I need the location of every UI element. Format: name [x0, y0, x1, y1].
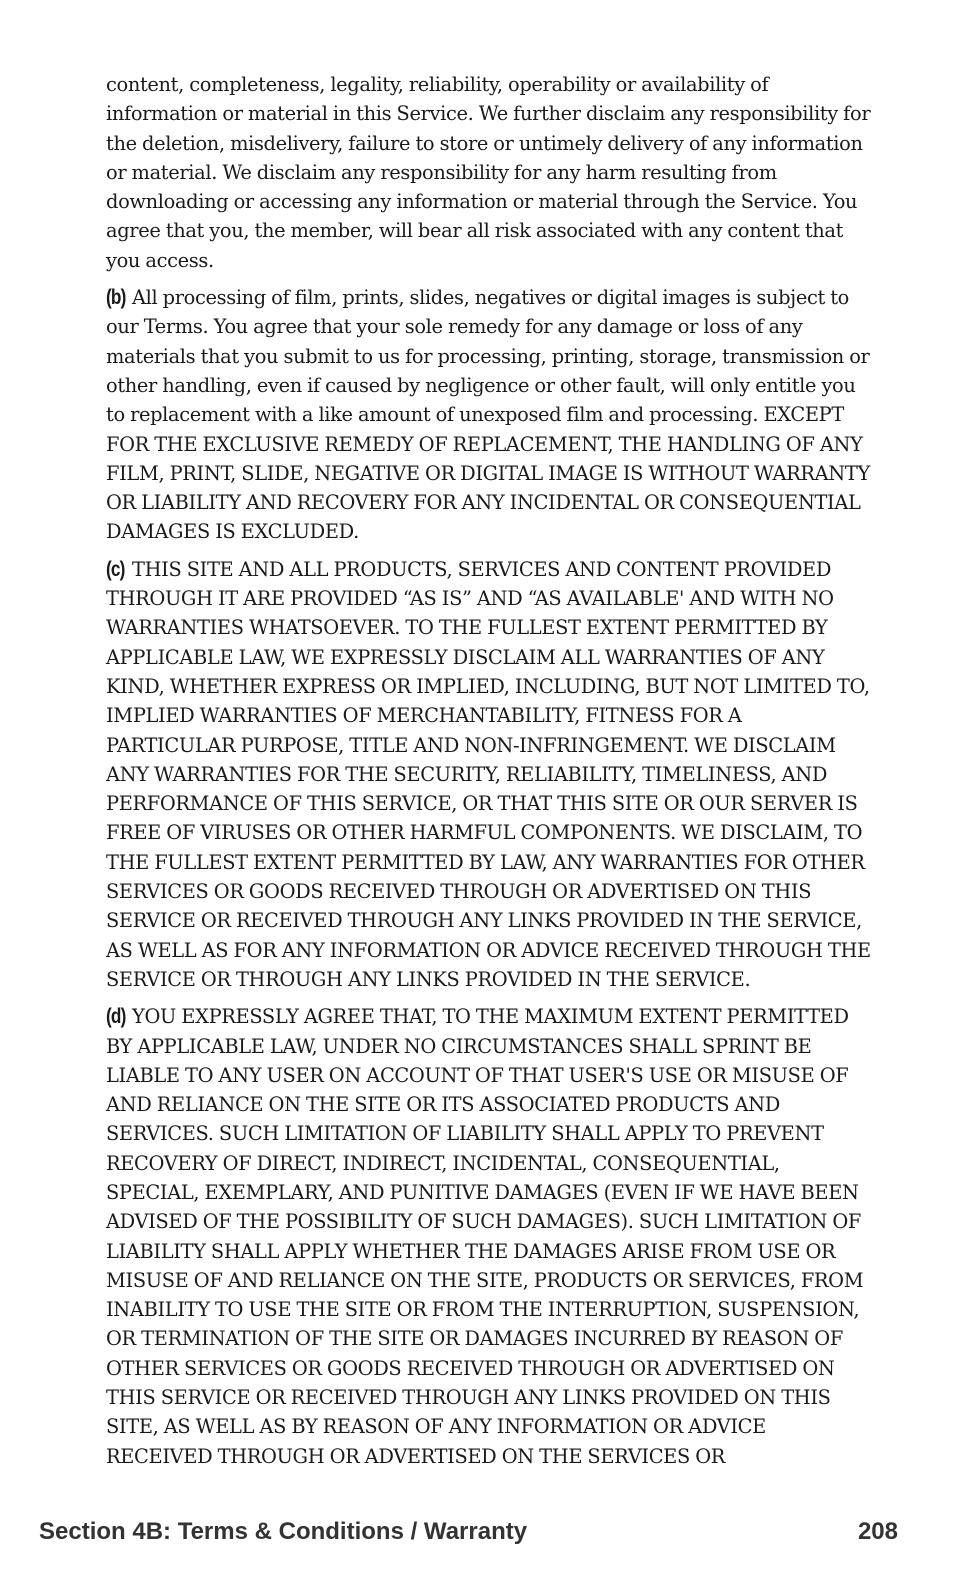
- page-footer: [39, 1518, 898, 1546]
- document-body: [106, 70, 876, 1479]
- paragraph-text-b: All processing of film, prints, slides, negatives or digital images is subject to our Terms. You agree that your sole remedy for any damage or loss of any materials that you submit to us for processing, printing, storage, transmission or other handling, even if caused by negligence or other fault, will only entitle you to replacement with a like amount of unexposed film and processing. EXCEPT FOR THE EXCLUSIVE REMEDY OF REPLACEMENT, THE HANDLING OF ANY FILM, PRINT, SLIDE, NEGATIVE OR DIGITAL IMAGE IS WITHOUT WARRANTY OR LIABILITY AND RECOVERY FOR ANY INCIDENTAL OR CONSEQUENTIAL DAMAGES IS EXCLUDED.: [106, 286, 870, 544]
- paragraph-marker-d: (d): [106, 1005, 126, 1029]
- footer-page-number: 208: [857, 1518, 898, 1545]
- paragraph-b: [106, 283, 876, 547]
- paragraph-text-c: THIS SITE AND ALL PRODUCTS, SERVICES AND CONTENT PROVIDED THROUGH IT ARE PROVIDED “AS IS” AND “AS AVAILABLE' AND WITH NO WARRANTIES WHATSOEVER. TO THE FULLEST EXTENT PERMITTED BY APPLICABLE LAW, WE EXPRESSLY DISCLAIM ALL WARRANTIES OF ANY KIND, WHETHER EXPRESS OR IMPLIED, INCLUDING, BUT NOT LIMITED TO, IMPLIED WARRANTIES OF MERCHANTABILITY, FITNESS FOR A PARTICULAR PURPOSE, TITLE AND NON-INFRINGEMENT. WE DISCLAIM ANY WARRANTIES FOR THE SECURITY, RELIABILITY, TIMELINESS, AND PERFORMANCE OF THIS SERVICE, OR THAT THIS SITE OR OUR SERVER IS FREE OF VIRUSES OR OTHER HARMFUL COMPONENTS. WE DISCLAIM, TO THE FULLEST EXTENT PERMITTED BY LAW, ANY WARRANTIES FOR OTHER SERVICES OR GOODS RECEIVED THROUGH OR ADVERTISED ON THIS SERVICE OR RECEIVED THROUGH ANY LINKS PROVIDED IN THE SERVICE, AS WELL AS FOR ANY INFORMATION OR ADVICE RECEIVED THROUGH THE SERVICE OR THROUGH ANY LINKS PROVIDED IN THE SERVICE.: [106, 557, 871, 991]
- paragraph-c: [106, 555, 876, 994]
- paragraph-marker-b: (b): [106, 286, 126, 310]
- paragraph-text-d: YOU EXPRESSLY AGREE THAT, TO THE MAXIMUM EXTENT PERMITTED BY APPLICABLE LAW, UNDER NO CIRCUMSTANCES SHALL SPRINT BE LIABLE TO ANY USER ON ACCOUNT OF THAT USER'S USE OR MISUSE OF AND RELIANCE ON THE SITE OR ITS ASSOCIATED PRODUCTS AND SERVICES. SUCH LIMITATION OF LIABILITY SHALL APPLY TO PREVENT RECOVERY OF DIRECT, INDIRECT, INCIDENTAL, CONSEQUENTIAL, SPECIAL, EXEMPLARY, AND PUNITIVE DAMAGES (EVEN IF WE HAVE BEEN ADVISED OF THE POSSIBILITY OF SUCH DAMAGES). SUCH LIMITATION OF LIABILITY SHALL APPLY WHETHER THE DAMAGES ARISE FROM USE OR MISUSE OF AND RELIANCE ON THE SITE, PRODUCTS OR SERVICES, FROM INABILITY TO USE THE SITE OR FROM THE INTERRUPTION, SUSPENSION, OR TERMINATION OF THE SITE OR DAMAGES INCURRED BY REASON OF OTHER SERVICES OR GOODS RECEIVED THROUGH OR ADVERTISED ON THIS SERVICE OR RECEIVED THROUGH ANY LINKS PROVIDED ON THIS SITE, AS WELL AS BY REASON OF ANY INFORMATION OR ADVICE RECEIVED THROUGH OR ADVERTISED ON THE SERVICES OR: [106, 1005, 864, 1468]
- paragraph-d: [106, 1002, 876, 1471]
- intro-paragraph: content, completeness, legality, reliability, operability or availability of information or material in this Service. We further disclaim any responsibility for the deletion, misdelivery, failure to store or untimely delivery of any information or material. We disclaim any responsibility for any harm resulting from downloading or accessing any information or material through the Service. You agree that you, the member, will bear all risk associated with any content that you access.: [106, 73, 871, 272]
- footer-section-title: Section 4B: Terms & Conditions / Warranty: [39, 1518, 528, 1545]
- paragraph-marker-c: (c): [106, 557, 125, 581]
